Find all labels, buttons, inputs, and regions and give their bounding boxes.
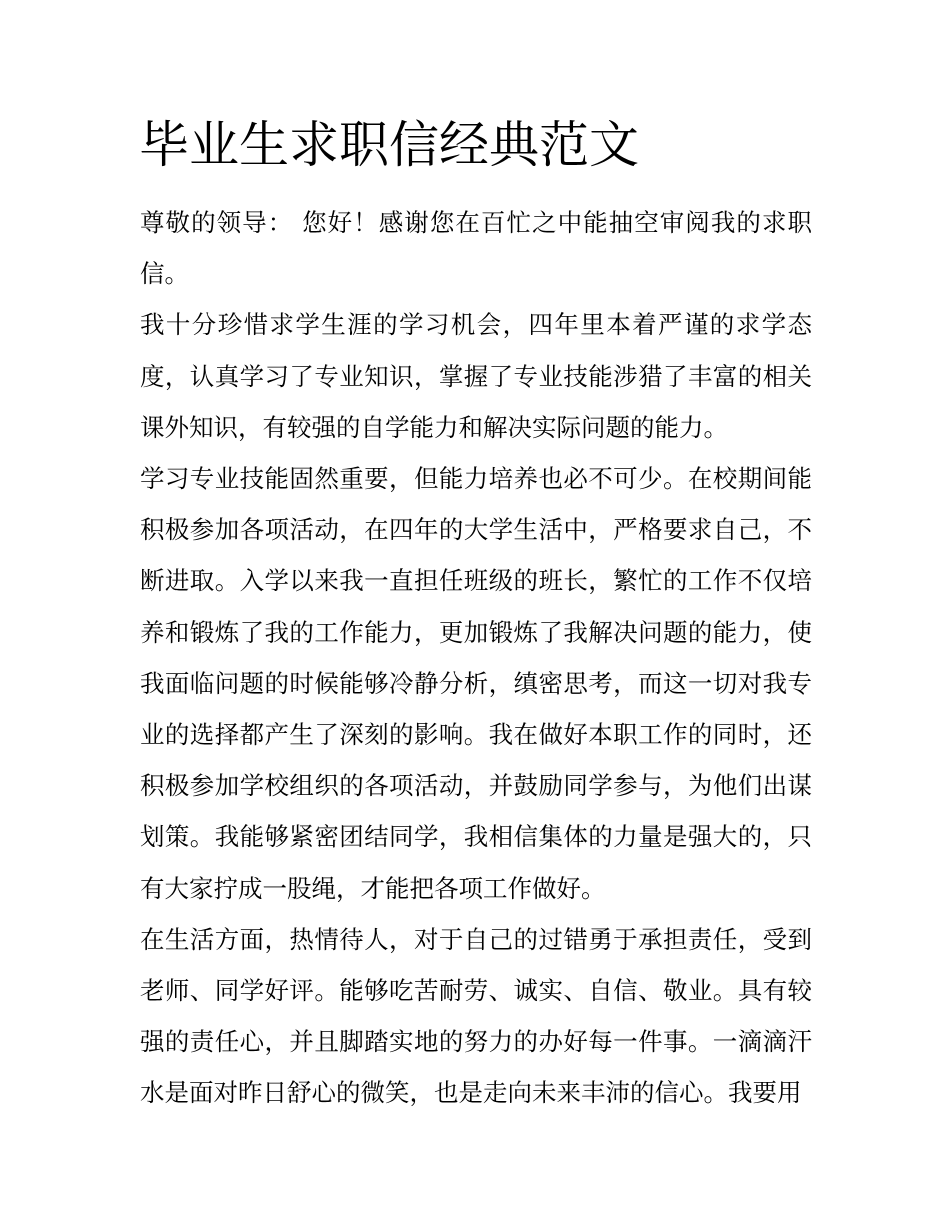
paragraph-life: 在生活方面，热情待人，对于自己的过错勇于承担责任，受到老师、同学好评。能够吃苦耐劳、诚实、自信、敬业。具有较强的责任心，并且脚踏实地的努力的办好每一件事。一滴滴汗水是面对昨日舒心的微笑，也是走向未来丰沛的信心。我要用 xyxy=(140,924,812,1108)
document-title: 毕业生求职信经典范文 xyxy=(139,116,639,174)
paragraph-activities: 学习专业技能固然重要，但能力培养也必不可少。在校期间能积极参加各项活动，在四年的大学生活中，严格要求自己，不断进取。入学以来我一直担任班级的班长，繁忙的工作不仅培养和锻炼了我的工作能力，更加锻炼了我解决问题的能力，使我面临问题的时候能够冷静分析，缜密思考，而这一切对我专业的选择都产生了深刻的影响。我在做好本职工作的同时，还积极参加学校组织的各项活动，并鼓励同学参与，为他们出谋划策。我能够紧密团结同学，我相信集体的力量是强大的，只有大家拧成一股绳，才能把各项工作做好。 xyxy=(140,464,812,903)
document-body xyxy=(140,197,812,1119)
paragraph-study: 我十分珍惜求学生涯的学习机会，四年里本着严谨的求学态度，认真学习了专业知识，掌握了专业技能涉猎了丰富的相关课外知识，有较强的自学能力和解决实际问题的能力。 xyxy=(140,310,812,442)
paragraph-greeting: 尊敬的领导： 您好！感谢您在百忙之中能抽空审阅我的求职信。 xyxy=(140,208,812,289)
